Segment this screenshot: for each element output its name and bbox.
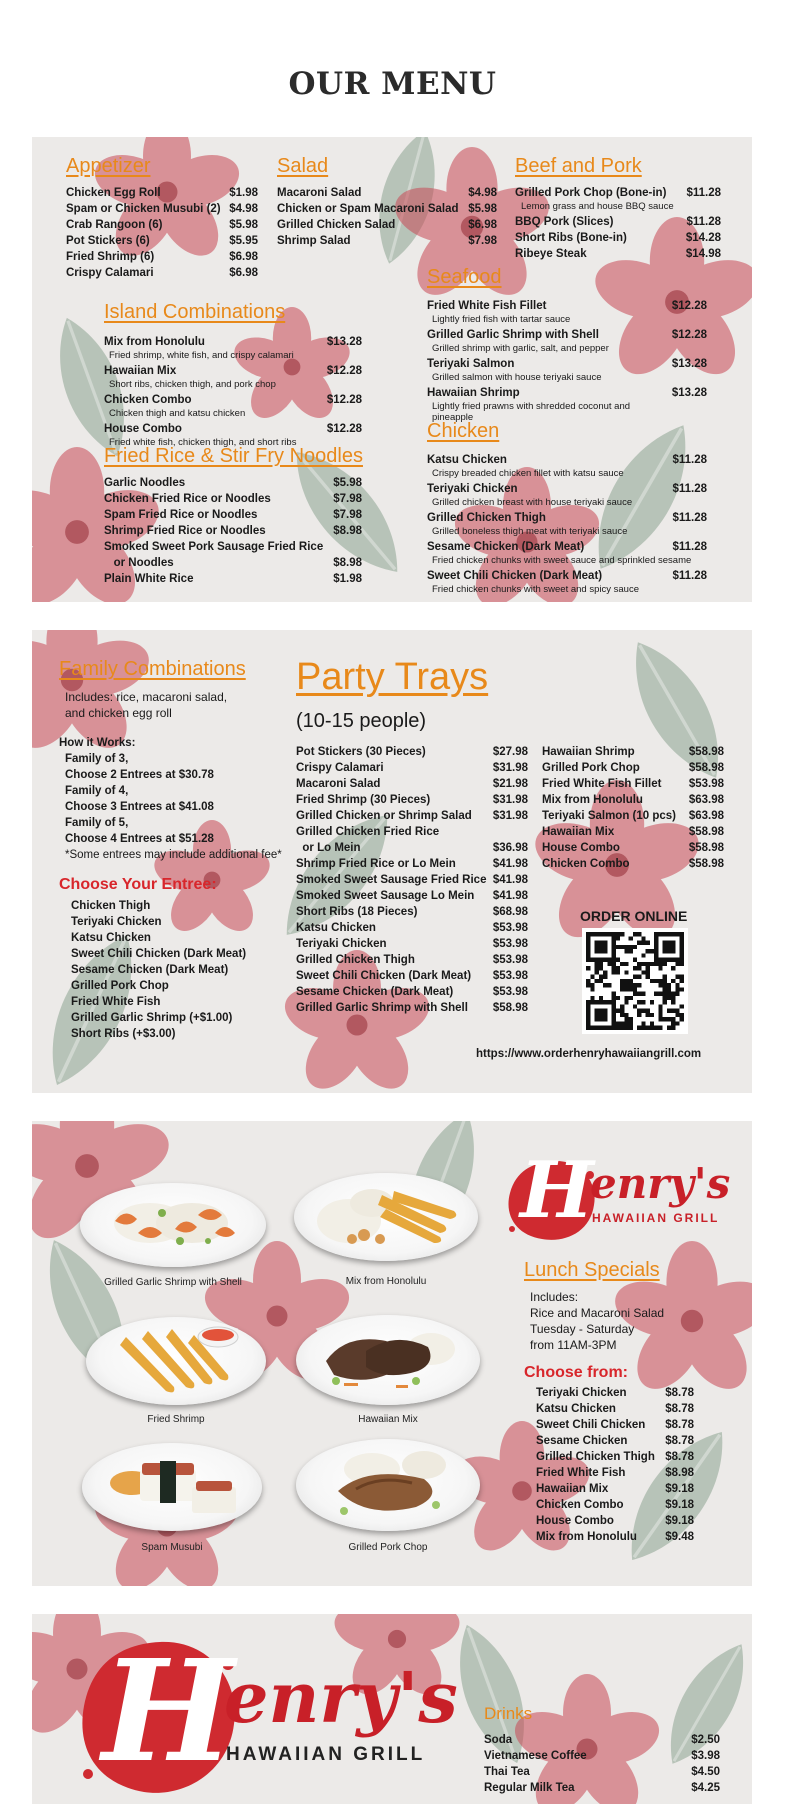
list-item: Pot Stickers (6) $5.95 [66,235,258,247]
list-item: Short Ribs (Bone-in) $14.28 [515,232,721,244]
beef-pork-list [515,185,721,262]
list-item: Choose 4 Entrees at $51.28 [65,833,214,845]
list-item: Chicken Egg Roll $1.98 [66,187,258,199]
fried-rice-heading: Fried Rice & Stir Fry Noodles [104,445,363,467]
island-combinations-list [104,334,362,450]
logo-wordmark: enry's [224,1656,458,1739]
food-image [296,1439,480,1531]
lunch-days: Tuesday - Saturday [530,1322,635,1336]
list-item: Regular Milk Tea $4.25 [484,1782,720,1794]
list-item: Sesame Chicken (Dark Meat) $53.98 [296,986,528,998]
salad-heading: Salad [277,155,329,177]
menu-panel-main [32,137,752,602]
beef-pork-heading: Beef and Pork [515,155,642,177]
party-trays-list-left [296,744,528,1016]
grilled-pork-chop-photo [296,1439,480,1531]
spam-musubi-photo [82,1443,262,1531]
list-item: Katsu Chicken [71,932,151,944]
food-image [294,1173,478,1261]
list-item: Grilled Chicken or Shrimp Salad $31.98 [296,810,528,822]
list-item: Shrimp Fried Rice or Noodles $8.98 [104,525,362,537]
list-item: Hawaiian Shrimp $58.98 [542,746,724,758]
item-description: Crispy breaded chicken fillet with katsu sauce [432,468,624,479]
logo-letter: H [520,1145,594,1236]
henrys-logo [502,1145,732,1249]
item-description: Grilled chicken breast with house teriyaki sauce [432,497,633,508]
lunch-includes: Includes: [530,1290,579,1304]
list-item: Teriyaki Salmon $13.28 [427,358,707,370]
chicken-list [427,452,707,597]
family-includes: and chicken egg roll [65,706,172,720]
list-item: Grilled Chicken Fried Rice [296,826,440,838]
item-description: Fried white fish, chicken thigh, and short ribs [109,437,297,448]
party-trays-list-right [542,744,724,872]
list-item: Short Ribs (18 Pieces) $68.98 [296,906,528,918]
item-description: Grilled boneless thigh meat with teriyaki sauce [432,526,628,537]
list-item: Fried White Fish $8.98 [536,1467,694,1479]
list-item: Macaroni Salad $21.98 [296,778,528,790]
item-description: Fried shrimp, white fish, and crispy calamari [109,350,294,361]
list-item: Sweet Chili Chicken (Dark Meat) $53.98 [296,970,528,982]
list-item: Sesame Chicken (Dark Meat) [71,964,229,976]
list-item: Hawaiian Mix $58.98 [542,826,724,838]
item-description: Lightly fried prawns with shredded coconut and pineapple [432,401,631,423]
photo-caption: Fried Shrimp [147,1414,205,1425]
lunch-specials-heading: Lunch Specials [524,1259,660,1281]
list-item: Grilled Pork Chop (Bone-in) $11.28 [515,187,721,199]
logo-subtitle: HAWAIIAN GRILL [592,1211,720,1225]
seafood-heading: Seafood [427,266,502,288]
list-item: Katsu Chicken $53.98 [296,922,528,934]
list-item: Grilled Chicken Thigh $53.98 [296,954,528,966]
family-includes: Includes: rice, macaroni salad, [65,690,228,704]
list-item: Crispy Calamari $31.98 [296,762,528,774]
list-item: Soda $2.50 [484,1734,720,1746]
lunch-specials-panel [32,1121,752,1586]
henrys-logo-large [74,1630,458,1794]
mix-honolulu-photo [294,1173,478,1261]
list-item: House Combo $12.28 [104,423,362,435]
list-item: Family of 5, [65,817,129,829]
list-item: Teriyaki Chicken $8.78 [536,1387,694,1399]
list-item: Garlic Noodles $5.98 [104,477,362,489]
page-title: OUR MENU [288,66,497,102]
logo-letter: H [102,1630,235,1794]
list-item: or Noodles $8.98 [104,557,362,569]
chicken-heading: Chicken [427,420,500,442]
list-item: Fried White Fish Fillet $53.98 [542,778,724,790]
item-description: Fried chicken chunks with sweet sauce and sprinkled sesame [432,555,692,566]
list-item: Grilled Pork Chop $58.98 [542,762,724,774]
list-item: Macaroni Salad $4.98 [277,187,497,199]
list-item: Teriyaki Chicken $11.28 [427,483,707,495]
list-item: Shrimp Salad $7.98 [277,235,497,247]
list-item: BBQ Pork (Slices) $11.28 [515,216,721,228]
drinks-panel [32,1614,752,1804]
list-item: Grilled Chicken Thigh $8.78 [536,1451,694,1463]
fried-rice-list [104,475,362,587]
list-item: Smoked Sweet Sausage Fried Rice $41.98 [296,874,528,886]
hawaiian-mix-photo [296,1315,480,1405]
lunch-includes: Rice and Macaroni Salad [530,1306,665,1320]
entree-choices-list [71,898,246,1042]
list-item: Spam Fried Rice or Noodles $7.98 [104,509,362,521]
list-item: Katsu Chicken $11.28 [427,454,707,466]
island-combinations-heading: Island Combinations [104,301,286,323]
list-item: Ribeye Steak $14.98 [515,248,721,260]
item-description: Short ribs, chicken thigh, and pork chop [109,379,276,390]
photo-caption: Grilled Garlic Shrimp with Shell [104,1277,242,1288]
list-item: Smoked Sweet Pork Sausage Fried Rice [104,541,324,553]
list-item: Chicken Combo $12.28 [104,394,362,406]
item-description: Grilled shrimp with garlic, salt, and pepper [432,343,609,354]
choose-from-heading: Choose from: [524,1364,628,1381]
list-item: Teriyaki Salmon (10 pcs) $63.98 [542,810,724,822]
list-item: Hawaiian Shrimp $13.28 [427,387,707,399]
photo-caption: Hawaiian Mix [358,1414,418,1425]
food-image [80,1183,266,1267]
list-item: Family of 3, [65,753,129,765]
list-item: Sesame Chicken (Dark Meat) $11.28 [427,541,707,553]
qr-code-icon [582,928,688,1034]
list-item: Grilled Chicken Thigh $11.28 [427,512,707,524]
salad-list [277,185,497,249]
logo-wordmark: enry's [590,1159,731,1208]
list-item: Shrimp Fried Rice or Lo Mein $41.98 [296,858,528,870]
list-item: Chicken or Spam Macaroni Salad $5.98 [277,203,497,215]
list-item: Fried Shrimp (6) $6.98 [66,251,258,263]
list-item: Sweet Chili Chicken (Dark Meat) $11.28 [427,570,707,582]
list-item: Grilled Garlic Shrimp (+$1.00) [71,1012,233,1024]
item-description: Grilled salmon with house teriyaki sauce [432,372,602,383]
seafood-list [427,298,707,425]
list-item: House Combo $9.18 [536,1515,694,1527]
list-item: Grilled Pork Chop [71,980,169,992]
drinks-list [484,1732,720,1796]
order-url-link[interactable]: https://www.orderhenryhawaiiangrill.com [476,1048,702,1060]
item-description: Fried chicken chunks with sweet and spicy sauce [432,584,639,595]
qr-code[interactable] [582,928,688,1034]
list-item: Grilled Garlic Shrimp with Shell $58.98 [296,1002,528,1014]
food-image [82,1443,262,1531]
list-item: *Some entrees may include additional fee* [65,849,282,861]
list-item: Family of 4, [65,785,129,797]
list-item: Fried Shrimp (30 Pieces) $31.98 [296,794,528,806]
list-item: Plain White Rice $1.98 [104,573,362,585]
list-item: Chicken Fried Rice or Noodles $7.98 [104,493,362,505]
order-online-label: ORDER ONLINE [580,908,688,924]
family-how-it-works [59,735,282,863]
list-item: Thai Tea $4.50 [484,1766,720,1778]
list-item: Mix from Honolulu $63.98 [542,794,724,806]
list-item: Crab Rangoon (6) $5.98 [66,219,258,231]
list-item: Grilled Chicken Salad $6.98 [277,219,497,231]
list-item: Katsu Chicken $8.78 [536,1403,694,1415]
list-item: Chicken Combo $58.98 [542,858,724,870]
list-item: Smoked Sweet Sausage Lo Mein $41.98 [296,890,528,902]
food-image [296,1315,480,1405]
drinks-heading: Drinks [484,1704,533,1723]
family-party-panel [32,630,752,1093]
lunch-specials-list [536,1385,694,1545]
item-description: Chicken thigh and katsu chicken [109,408,246,419]
photo-caption: Spam Musubi [141,1542,203,1553]
party-trays-heading: Party Trays [296,656,489,698]
food-image [86,1317,266,1405]
list-item: Spam or Chicken Musubi (2) $4.98 [66,203,258,215]
item-description: Lemon grass and house BBQ sauce [521,201,674,212]
list-item: or Lo Mein $36.98 [296,842,528,854]
list-item: Sweet Chili Chicken (Dark Meat) [71,948,247,960]
list-item: Crispy Calamari $6.98 [66,267,258,279]
list-item: Hawaiian Mix $12.28 [104,365,362,377]
list-item: Short Ribs (+$3.00) [71,1028,176,1040]
party-trays-subtitle: (10-15 people) [296,710,427,732]
list-item: How it Works: [59,737,136,749]
list-item: Grilled Garlic Shrimp with Shell $12.28 [427,329,707,341]
list-item: Sesame Chicken $8.78 [536,1435,694,1447]
list-item: Teriyaki Chicken $53.98 [296,938,528,950]
list-item: Choose 2 Entrees at $30.78 [65,769,214,781]
appetizer-heading: Appetizer [66,155,151,177]
list-item: Sweet Chili Chicken $8.78 [536,1419,694,1431]
choose-entree-heading: Choose Your Entree: [59,876,217,893]
fried-shrimp-photo [86,1317,266,1405]
list-item: Fried White Fish Fillet $12.28 [427,300,707,312]
list-item: Fried White Fish [71,996,161,1008]
lunch-hours: from 11AM-3PM [530,1338,617,1352]
list-item: Pot Stickers (30 Pieces) $27.98 [296,746,528,758]
photo-caption: Mix from Honolulu [345,1276,427,1287]
garlic-shrimp-photo [80,1183,266,1267]
item-description: Lightly fried fish with tartar sauce [432,314,571,325]
list-item: Teriyaki Chicken [71,916,162,928]
list-item: House Combo $58.98 [542,842,724,854]
list-item: Chicken Combo $9.18 [536,1499,694,1511]
family-combinations-heading: Family Combinations [59,658,246,680]
list-item: Mix from Honolulu $9.48 [536,1531,694,1543]
list-item: Chicken Thigh [71,900,151,912]
logo-subtitle: HAWAIIAN GRILL [226,1744,426,1765]
appetizer-list [66,185,258,281]
list-item: Choose 3 Entrees at $41.08 [65,801,214,813]
list-item: Hawaiian Mix $9.18 [536,1483,694,1495]
list-item: Mix from Honolulu $13.28 [104,336,362,348]
photo-caption: Grilled Pork Chop [348,1542,428,1553]
list-item: Vietnamese Coffee $3.98 [484,1750,720,1762]
